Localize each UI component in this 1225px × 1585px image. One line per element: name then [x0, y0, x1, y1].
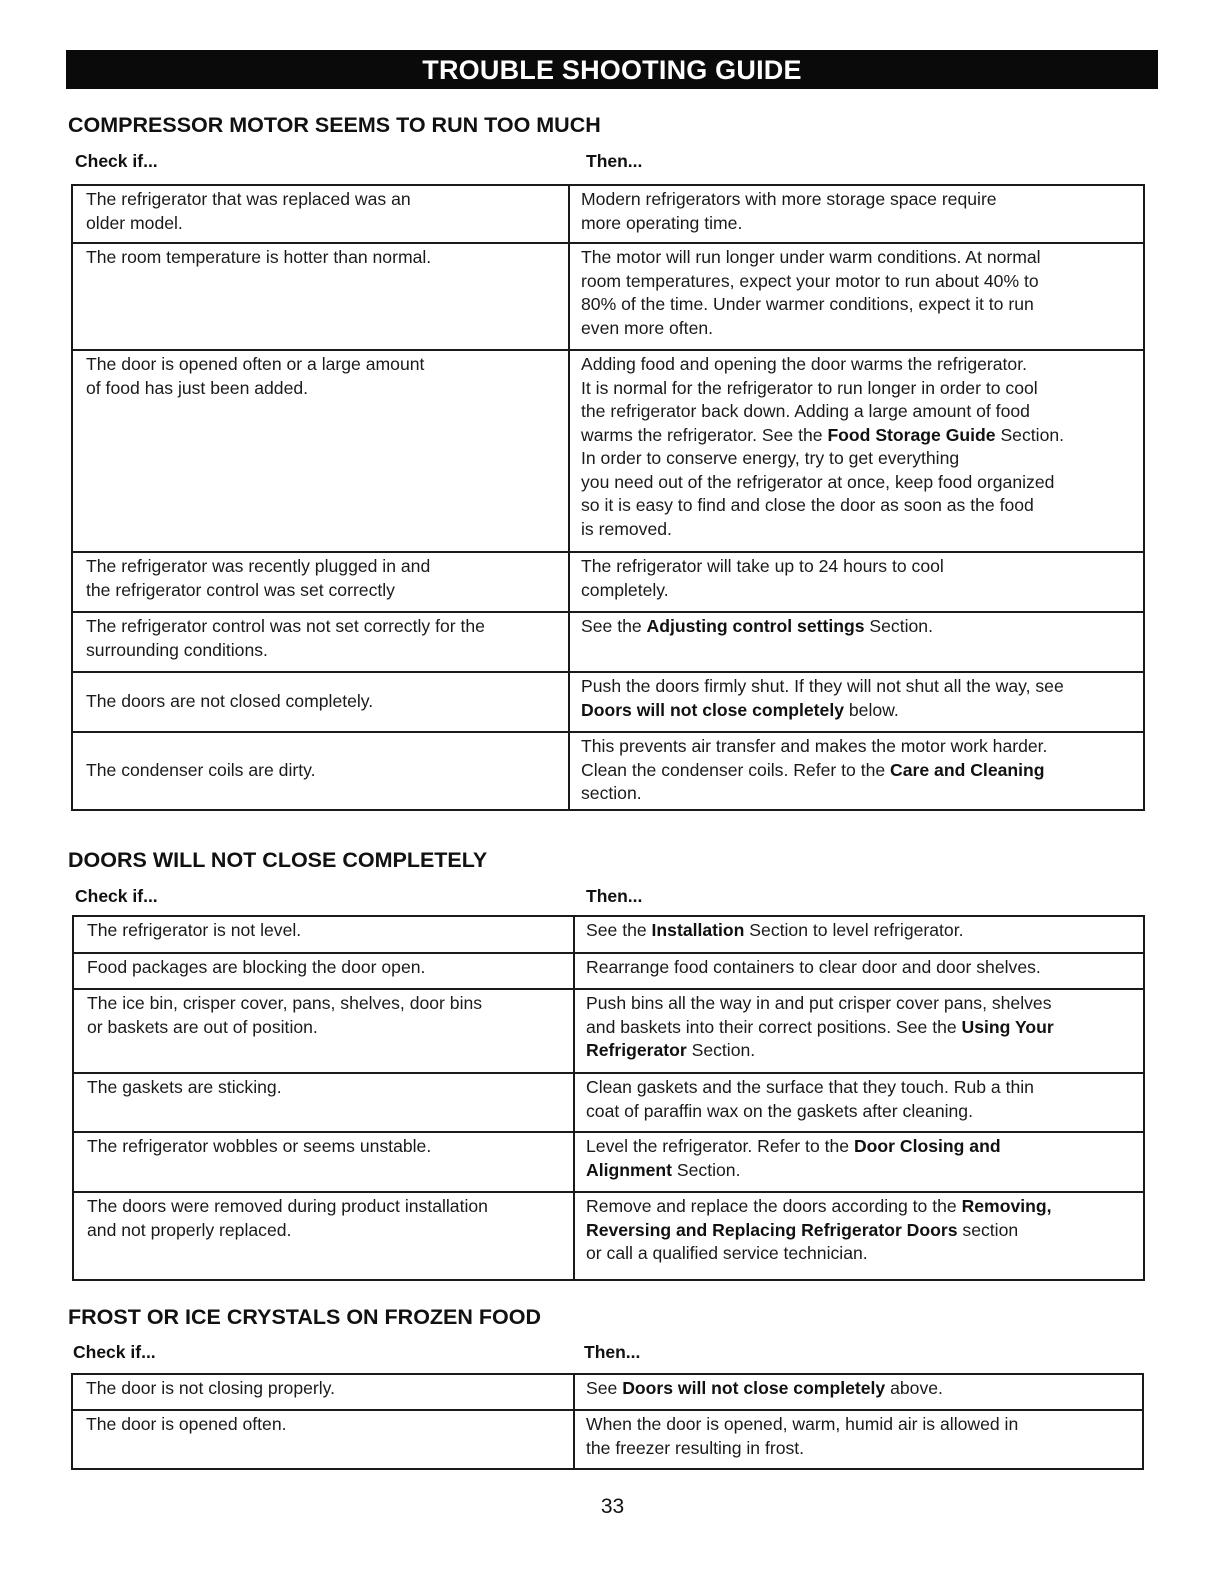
- cell-text: or call a qualified service technician.: [586, 1243, 868, 1263]
- cell-text-line: [586, 1076, 1137, 1100]
- cell-text-line: [581, 518, 1137, 542]
- check-cell: [73, 953, 574, 989]
- cell-text: This prevents air transfer and makes the motor work harder.: [581, 736, 1048, 756]
- cell-text: even more often.: [581, 317, 714, 338]
- cell-text-line: [586, 1437, 1136, 1461]
- cell-text-line: [86, 353, 562, 377]
- bold-reference: Reversing and Replacing Refrigerator Doors: [586, 1219, 958, 1240]
- cell-text: 80% of the time. Under warmer conditions, expect it to run: [581, 294, 1034, 314]
- bold-reference: Doors will not close completely: [581, 699, 844, 720]
- cell-text: See: [586, 1378, 623, 1398]
- table-row: [73, 989, 1144, 1073]
- cell-text-line: [586, 1016, 1137, 1040]
- bold-reference: Adjusting control settings: [646, 616, 865, 636]
- then-cell: [569, 350, 1144, 552]
- check-if-header: Check if...: [75, 886, 158, 906]
- bold-reference: Installation: [651, 920, 745, 940]
- cell-text: The gaskets are sticking.: [87, 1077, 282, 1097]
- cell-text-line: [86, 759, 562, 783]
- cell-text-line: [581, 424, 1137, 448]
- cell-text: The ice bin, crisper cover, pans, shelves, door bins: [87, 993, 483, 1013]
- cell-text-line: [86, 212, 562, 236]
- cell-text-line: [581, 555, 1137, 579]
- cell-text-line: [87, 1076, 567, 1100]
- cell-text: the refrigerator control was set correctly: [86, 579, 395, 600]
- then-cell: [569, 672, 1144, 732]
- cell-text: section.: [581, 783, 642, 803]
- cell-text-line: [581, 494, 1137, 518]
- cell-text-line: [586, 1195, 1137, 1219]
- check-cell: [72, 732, 569, 810]
- cell-text-line: [581, 353, 1137, 377]
- table-row: [73, 1073, 1144, 1132]
- cell-text-line: [586, 956, 1137, 980]
- cell-text-line: [581, 579, 1137, 603]
- cell-text-line: [586, 1242, 1137, 1266]
- cell-text: Section.: [864, 616, 933, 636]
- bold-reference: Refrigerator: [586, 1040, 687, 1060]
- cell-text: you need out of the refrigerator at once, keep food organized: [581, 471, 1055, 492]
- cell-text-line: [87, 1195, 567, 1219]
- section-title: DOORS WILL NOT CLOSE COMPLETELY: [68, 848, 488, 872]
- cell-text-line: [86, 615, 562, 639]
- cell-text: Level the refrigerator. Refer to the: [586, 1136, 854, 1156]
- section-title: FROST OR ICE CRYSTALS ON FROZEN FOOD: [68, 1305, 541, 1329]
- cell-text: The condenser coils are dirty.: [86, 759, 316, 780]
- cell-text-line: [87, 1135, 567, 1159]
- check-cell: [73, 1132, 574, 1192]
- cell-text: Push bins all the way in and put crisper cover pans, shelves: [586, 993, 1052, 1013]
- cell-text: Section.: [995, 424, 1065, 445]
- cell-text: Adding food and opening the door warms the refrigerator.: [581, 354, 1027, 374]
- cell-text-line: [581, 759, 1137, 783]
- cell-text: The refrigerator that was replaced was an: [86, 189, 411, 209]
- then-cell: [569, 732, 1144, 810]
- cell-text-line: [581, 188, 1137, 212]
- table-row: [72, 552, 1144, 612]
- cell-text-line: [86, 579, 562, 603]
- table-row: [73, 1192, 1144, 1280]
- then-header: Then...: [586, 151, 643, 171]
- cell-text: the freezer resulting in frost.: [586, 1437, 805, 1458]
- cell-text-line: [86, 1413, 567, 1437]
- table-row: [73, 916, 1144, 953]
- cell-text: The refrigerator is not level.: [87, 920, 302, 940]
- then-cell: [569, 612, 1144, 672]
- cell-text-line: [86, 188, 562, 212]
- table-row: [72, 732, 1144, 810]
- section-title: COMPRESSOR MOTOR SEEMS TO RUN TOO MUCH: [68, 113, 601, 137]
- cell-text: of food has just been added.: [86, 377, 309, 398]
- page-banner: TROUBLE SHOOTING GUIDE: [66, 50, 1158, 89]
- cell-text-line: [86, 639, 562, 663]
- cell-text: See the: [586, 920, 652, 940]
- cell-text-line: [86, 1377, 567, 1401]
- troubleshooting-table: [72, 915, 1145, 1281]
- cell-text-line: [581, 317, 1137, 341]
- then-cell: [574, 1132, 1144, 1192]
- troubleshooting-table: [71, 1373, 1144, 1470]
- cell-text: In order to conserve energy, try to get everything: [581, 448, 960, 468]
- cell-text: the refrigerator back down. Adding a large amount of food: [581, 401, 1030, 421]
- cell-text-line: [87, 1016, 567, 1040]
- page-number: 33: [600, 1495, 625, 1518]
- cell-text: surrounding conditions.: [86, 639, 268, 660]
- cell-text: below.: [844, 699, 899, 720]
- cell-text: The doors are not closed completely.: [86, 690, 374, 711]
- check-cell: [73, 989, 574, 1073]
- check-if-header: Check if...: [73, 1342, 156, 1362]
- cell-text-line: [586, 1135, 1137, 1159]
- cell-text-line: [586, 1159, 1137, 1183]
- cell-text: The room temperature is hotter than normal.: [86, 247, 432, 267]
- cell-text-line: [586, 919, 1137, 943]
- cell-text: The refrigerator will take up to 24 hours to cool: [581, 556, 944, 576]
- cell-text-line: [581, 293, 1137, 317]
- cell-text-line: [87, 1219, 567, 1243]
- then-cell: [569, 552, 1144, 612]
- cell-text: and not properly replaced.: [87, 1219, 292, 1240]
- cell-text-line: [581, 246, 1137, 270]
- check-if-header: Check if...: [75, 151, 158, 171]
- cell-text: Push the doors firmly shut. If they will not shut all the way, see: [581, 676, 1064, 696]
- then-header: Then...: [586, 886, 643, 906]
- table-row: [72, 1374, 1143, 1410]
- cell-text-line: [581, 212, 1137, 236]
- cell-text: Section.: [686, 1040, 756, 1060]
- cell-text: section: [957, 1219, 1019, 1240]
- cell-text: above.: [885, 1378, 943, 1398]
- cell-text-line: [87, 992, 567, 1016]
- cell-text: Clean gaskets and the surface that they touch. Rub a thin: [586, 1077, 1034, 1097]
- then-cell: [569, 243, 1144, 350]
- check-cell: [72, 612, 569, 672]
- cell-text-line: [586, 1413, 1136, 1437]
- cell-text-line: [586, 1100, 1137, 1124]
- table-row: [72, 243, 1144, 350]
- cell-text: Modern refrigerators with more storage space require: [581, 189, 997, 209]
- cell-text: so it is easy to find and close the door as soon as the food: [581, 495, 1034, 515]
- cell-text-line: [87, 956, 567, 980]
- cell-text: The refrigerator control was not set correctly for the: [86, 616, 485, 636]
- cell-text-line: [581, 735, 1137, 759]
- cell-text: warms the refrigerator. See the: [581, 424, 828, 445]
- cell-text-line: [86, 377, 562, 401]
- bold-reference: Alignment: [586, 1159, 673, 1180]
- bold-reference: Care and Cleaning: [890, 759, 1045, 780]
- cell-text: The door is not closing properly.: [86, 1378, 336, 1398]
- bold-reference: Door Closing and: [853, 1136, 1001, 1156]
- then-header: Then...: [584, 1342, 641, 1362]
- table-row: [73, 1132, 1144, 1192]
- cell-text-line: [581, 400, 1137, 424]
- then-cell: [574, 953, 1144, 989]
- cell-text: The doors were removed during product installation: [87, 1196, 488, 1216]
- then-cell: [574, 1410, 1143, 1469]
- cell-text: It is normal for the refrigerator to run longer in order to cool: [581, 377, 1038, 398]
- cell-text-line: [86, 690, 562, 714]
- cell-text: The door is opened often.: [86, 1414, 287, 1434]
- table-row: [72, 185, 1144, 243]
- cell-text: Clean the condenser coils. Refer to the: [581, 759, 891, 780]
- cell-text: Remove and replace the doors according to the: [586, 1196, 962, 1216]
- table-row: [72, 1410, 1143, 1469]
- check-cell: [72, 350, 569, 552]
- cell-text-line: [581, 615, 1137, 639]
- bold-reference: Removing,: [961, 1196, 1052, 1216]
- cell-text: older model.: [86, 212, 183, 233]
- cell-text: Section to level refrigerator.: [744, 920, 964, 940]
- check-cell: [73, 1073, 574, 1132]
- cell-text-line: [581, 782, 1137, 806]
- cell-text-line: [87, 919, 567, 943]
- cell-text: room temperatures, expect your motor to run about 40% to: [581, 270, 1039, 291]
- check-cell: [73, 1192, 574, 1280]
- cell-text: Food packages are blocking the door open.: [87, 957, 426, 977]
- cell-text: The door is opened often or a large amount: [86, 354, 425, 374]
- cell-text: Rearrange food containers to clear door and door shelves.: [586, 957, 1041, 977]
- then-cell: [574, 1374, 1143, 1410]
- cell-text-line: [581, 447, 1137, 471]
- check-cell: [72, 1374, 574, 1410]
- bold-reference: Food Storage Guide: [827, 424, 996, 445]
- cell-text: The motor will run longer under warm conditions. At normal: [581, 247, 1041, 267]
- cell-text: completely.: [581, 579, 669, 600]
- table-row: [72, 612, 1144, 672]
- table-row: [73, 953, 1144, 989]
- cell-text-line: [86, 246, 562, 270]
- table-row: [72, 672, 1144, 732]
- then-cell: [574, 916, 1144, 953]
- then-cell: [569, 185, 1144, 243]
- cell-text: Section.: [672, 1159, 741, 1180]
- troubleshooting-table: [71, 184, 1145, 811]
- cell-text-line: [581, 270, 1137, 294]
- cell-text-line: [581, 471, 1137, 495]
- cell-text: The refrigerator wobbles or seems unstable.: [87, 1136, 432, 1156]
- table-row: [72, 350, 1144, 552]
- cell-text-line: [86, 555, 562, 579]
- check-cell: [72, 672, 569, 732]
- cell-text: The refrigerator was recently plugged in and: [86, 556, 431, 576]
- cell-text: is removed.: [581, 518, 672, 539]
- check-cell: [72, 243, 569, 350]
- cell-text: more operating time.: [581, 212, 743, 233]
- cell-text-line: [586, 1219, 1137, 1243]
- cell-text-line: [586, 992, 1137, 1016]
- bold-reference: Using Your: [961, 1016, 1054, 1037]
- check-cell: [72, 1410, 574, 1469]
- check-cell: [72, 552, 569, 612]
- cell-text-line: [586, 1039, 1137, 1063]
- check-cell: [72, 185, 569, 243]
- bold-reference: Doors will not close completely: [622, 1378, 886, 1398]
- cell-text: When the door is opened, warm, humid air is allowed in: [586, 1414, 1019, 1434]
- then-cell: [574, 1192, 1144, 1280]
- cell-text-line: [581, 675, 1137, 699]
- cell-text-line: [586, 1377, 1136, 1401]
- then-cell: [574, 989, 1144, 1073]
- cell-text: See the: [581, 616, 647, 636]
- cell-text: coat of paraffin wax on the gaskets after cleaning.: [586, 1100, 973, 1121]
- cell-text-line: [581, 377, 1137, 401]
- cell-text-line: [581, 699, 1137, 723]
- check-cell: [73, 916, 574, 953]
- cell-text: and baskets into their correct positions. See the: [586, 1016, 962, 1037]
- cell-text: or baskets are out of position.: [87, 1016, 318, 1037]
- then-cell: [574, 1073, 1144, 1132]
